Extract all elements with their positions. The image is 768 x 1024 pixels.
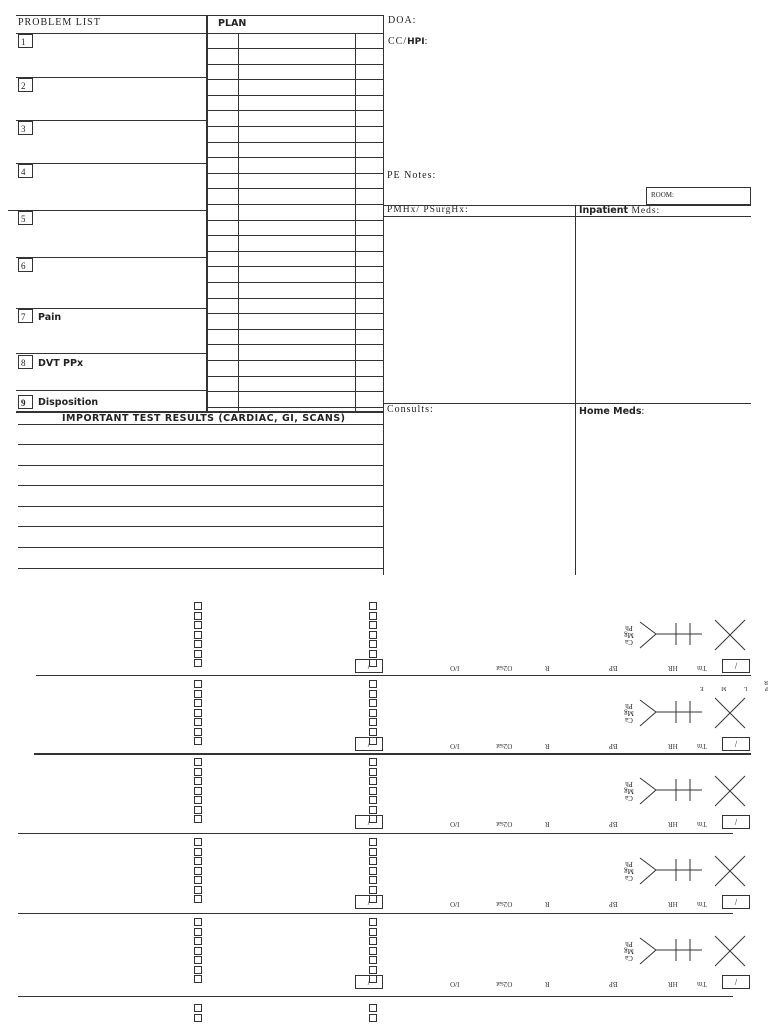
day-separator bbox=[18, 833, 733, 834]
lab-label: Ph bbox=[625, 940, 633, 948]
stray-letters: P L M E R bbox=[691, 679, 768, 691]
vitals-label-tm: Tm bbox=[697, 664, 707, 672]
lab-fishbone-diagram bbox=[636, 696, 751, 736]
plan-col-line-2 bbox=[355, 33, 356, 411]
problem-number-box: 9 bbox=[18, 395, 33, 409]
problem-label-dvt: DVT PPx bbox=[38, 358, 84, 369]
pmhx-header-line bbox=[384, 216, 751, 217]
slash-box[interactable]: / bbox=[355, 659, 383, 673]
checkbox[interactable] bbox=[194, 680, 202, 688]
lab-label: Ca bbox=[625, 638, 633, 646]
test-results-line bbox=[18, 465, 383, 466]
vitals-label-r: R bbox=[545, 900, 550, 908]
slash-box[interactable]: / bbox=[722, 659, 750, 673]
checkbox[interactable] bbox=[369, 966, 377, 974]
plan-row-line bbox=[207, 344, 384, 345]
vitals-label-hr: HR bbox=[668, 980, 678, 988]
plan-row-line bbox=[207, 407, 384, 408]
plan-header: PLAN bbox=[218, 18, 247, 29]
plan-row-line bbox=[207, 48, 384, 49]
checkbox[interactable] bbox=[194, 612, 202, 620]
checkbox[interactable] bbox=[369, 640, 377, 648]
lab-labels bbox=[622, 702, 636, 723]
problem-label-disposition: Disposition bbox=[38, 397, 99, 408]
checkbox[interactable] bbox=[194, 956, 202, 964]
plan-row-line bbox=[207, 235, 384, 236]
lab-label: Ca bbox=[625, 716, 633, 724]
lab-label: Ca bbox=[625, 874, 633, 882]
checkbox[interactable] bbox=[194, 876, 202, 884]
slash-box[interactable]: / bbox=[355, 975, 383, 989]
vitals-label-tm: Tm bbox=[697, 900, 707, 908]
day-separator bbox=[18, 996, 733, 997]
slash-box[interactable]: / bbox=[355, 895, 383, 909]
vitals-label-r: R bbox=[545, 820, 550, 828]
checkbox[interactable] bbox=[369, 768, 377, 776]
plan-row-line bbox=[207, 110, 384, 111]
plan-row-line bbox=[207, 298, 384, 299]
checkbox[interactable] bbox=[194, 737, 202, 745]
test-results-line bbox=[18, 485, 383, 486]
lab-label: Ph bbox=[625, 780, 633, 788]
plan-row-line bbox=[207, 95, 384, 96]
vitals-label-bp: BP bbox=[609, 820, 618, 828]
lab-fishbone-diagram bbox=[636, 934, 751, 974]
problem-separator bbox=[8, 210, 206, 211]
problem-list-header: PROBLEM LIST bbox=[18, 17, 101, 28]
checkbox[interactable] bbox=[194, 796, 202, 804]
vitals-label-hr: HR bbox=[668, 742, 678, 750]
pe-notes-label: PE Notes: bbox=[387, 170, 437, 181]
checkbox[interactable] bbox=[369, 796, 377, 804]
vitals-label-r: R bbox=[545, 980, 550, 988]
problem-separator bbox=[16, 257, 206, 258]
problem-separator bbox=[16, 390, 206, 391]
checkbox[interactable] bbox=[369, 918, 377, 926]
checkbox[interactable] bbox=[194, 947, 202, 955]
checkbox[interactable] bbox=[194, 928, 202, 936]
pmhx-label: PMHx/ PSurgHx: bbox=[387, 205, 469, 215]
plan-row-line bbox=[207, 266, 384, 267]
plan-row-line bbox=[207, 142, 384, 143]
vitals-label-io: I/O bbox=[450, 820, 460, 828]
problem-number-box: 3 bbox=[18, 121, 33, 135]
checkbox[interactable] bbox=[194, 838, 202, 846]
checkbox[interactable] bbox=[369, 947, 377, 955]
problem-separator bbox=[16, 353, 206, 354]
checkbox[interactable] bbox=[369, 1014, 377, 1022]
test-results-line bbox=[18, 506, 383, 507]
checkbox[interactable] bbox=[369, 867, 377, 875]
pmhx-top-line bbox=[384, 205, 751, 206]
checkbox[interactable] bbox=[194, 777, 202, 785]
checkbox[interactable] bbox=[194, 728, 202, 736]
vitals-label-tm: Tm bbox=[697, 820, 707, 828]
consults-top-line bbox=[384, 403, 751, 404]
plan-row-line bbox=[207, 376, 384, 377]
plan-row-line bbox=[207, 173, 384, 174]
checkbox[interactable] bbox=[369, 886, 377, 894]
lab-fishbone-diagram bbox=[636, 618, 751, 658]
cc-hpi-label: CC/HPI: bbox=[388, 36, 429, 47]
lab-label: Mg bbox=[624, 867, 634, 875]
problem-number-box: 7 bbox=[18, 309, 33, 323]
test-results-header: IMPORTANT TEST RESULTS (CARDIAC, GI, SCANS) bbox=[62, 413, 346, 424]
vitals-label-bp: BP bbox=[609, 664, 618, 672]
checkbox[interactable] bbox=[194, 602, 202, 610]
vitals-label-o2sat: O2sat bbox=[496, 980, 513, 988]
plan-row-line bbox=[207, 126, 384, 127]
vitals-label-tm: Tm bbox=[697, 980, 707, 988]
test-results-line bbox=[18, 526, 383, 527]
test-results-line bbox=[18, 424, 383, 425]
inpatient-meds-label: Inpatient Meds: bbox=[579, 205, 661, 216]
checkbox[interactable] bbox=[369, 650, 377, 658]
checkbox[interactable] bbox=[194, 699, 202, 707]
checkbox[interactable] bbox=[369, 777, 377, 785]
plan-row-line bbox=[207, 282, 384, 283]
lab-label: Ph bbox=[625, 860, 633, 868]
room-label: ROOM: bbox=[651, 191, 674, 199]
problem-number-box: 6 bbox=[18, 258, 33, 272]
checkbox[interactable] bbox=[194, 640, 202, 648]
checkbox[interactable] bbox=[369, 699, 377, 707]
lab-label: Ca bbox=[625, 794, 633, 802]
problem-number-box: 2 bbox=[18, 78, 33, 92]
checkbox[interactable] bbox=[369, 718, 377, 726]
checkbox[interactable] bbox=[194, 709, 202, 717]
vitals-label-o2sat: O2sat bbox=[496, 664, 513, 672]
day-separator bbox=[36, 675, 751, 676]
problem-number-box: 5 bbox=[18, 211, 33, 225]
vitals-label-hr: HR bbox=[668, 820, 678, 828]
checkbox[interactable] bbox=[369, 787, 377, 795]
checkbox[interactable] bbox=[369, 838, 377, 846]
lab-fishbone-diagram bbox=[636, 854, 751, 894]
consults-label: Consults: bbox=[387, 404, 434, 415]
checkbox[interactable] bbox=[369, 1004, 377, 1012]
slash-box[interactable]: / bbox=[722, 737, 750, 751]
vitals-label-o2sat: O2sat bbox=[496, 900, 513, 908]
checkbox[interactable] bbox=[369, 602, 377, 610]
checkbox[interactable] bbox=[194, 867, 202, 875]
checkbox[interactable] bbox=[369, 806, 377, 814]
vitals-label-bp: BP bbox=[609, 900, 618, 908]
checkbox[interactable] bbox=[194, 650, 202, 658]
day-separator bbox=[34, 753, 751, 755]
checkbox[interactable] bbox=[369, 612, 377, 620]
checkbox[interactable] bbox=[369, 728, 377, 736]
plan-bottom-line bbox=[16, 411, 384, 413]
day-separator bbox=[18, 913, 733, 914]
meds-vertical-divider bbox=[575, 205, 576, 575]
home-meds-label: Home Meds: bbox=[579, 406, 646, 417]
lab-label: Ca bbox=[625, 954, 633, 962]
vitals-label-o2sat: O2sat bbox=[496, 820, 513, 828]
checkbox[interactable] bbox=[369, 621, 377, 629]
vitals-label-o2sat: O2sat bbox=[496, 742, 513, 750]
problem-number-box: 4 bbox=[18, 164, 33, 178]
plan-row-line bbox=[207, 79, 384, 80]
main-vertical-divider bbox=[383, 15, 384, 575]
test-results-line bbox=[18, 444, 383, 445]
plan-row-line bbox=[207, 64, 384, 65]
vitals-label-io: I/O bbox=[450, 664, 460, 672]
vitals-label-r: R bbox=[545, 742, 550, 750]
checkbox[interactable] bbox=[194, 659, 202, 667]
plan-row-line bbox=[207, 313, 384, 314]
lab-label: Mg bbox=[624, 631, 634, 639]
slash-box[interactable]: / bbox=[722, 975, 750, 989]
lab-label: Ph bbox=[625, 624, 633, 632]
checkbox[interactable] bbox=[194, 895, 202, 903]
problem-separator bbox=[16, 308, 206, 309]
plan-row-line bbox=[207, 360, 384, 361]
lab-labels bbox=[622, 624, 636, 645]
checkbox[interactable] bbox=[369, 709, 377, 717]
plan-row-line bbox=[207, 251, 384, 252]
plan-row-line bbox=[207, 220, 384, 221]
slash-box[interactable]: / bbox=[355, 737, 383, 751]
vitals-label-io: I/O bbox=[450, 980, 460, 988]
checkbox[interactable] bbox=[194, 937, 202, 945]
problem-number-box: 8 bbox=[18, 355, 33, 369]
problem-separator bbox=[16, 163, 206, 164]
checkbox[interactable] bbox=[194, 787, 202, 795]
room-box[interactable] bbox=[646, 187, 751, 205]
checkbox[interactable] bbox=[194, 1014, 202, 1022]
plan-col-line-1 bbox=[238, 33, 239, 411]
problem-separator bbox=[16, 120, 206, 121]
vitals-label-bp: BP bbox=[609, 742, 618, 750]
vitals-label-io: I/O bbox=[450, 900, 460, 908]
vitals-label-r: R bbox=[545, 664, 550, 672]
lab-label: Mg bbox=[624, 947, 634, 955]
checkbox[interactable] bbox=[369, 690, 377, 698]
test-results-line bbox=[18, 568, 383, 569]
checkbox[interactable] bbox=[194, 621, 202, 629]
checkbox[interactable] bbox=[369, 680, 377, 688]
vitals-label-tm: Tm bbox=[697, 742, 707, 750]
checkbox[interactable] bbox=[194, 918, 202, 926]
lab-label: Mg bbox=[624, 709, 634, 717]
checkbox[interactable] bbox=[194, 966, 202, 974]
lab-label: Ph bbox=[625, 702, 633, 710]
checkbox[interactable] bbox=[194, 631, 202, 639]
problem-separator bbox=[16, 77, 206, 78]
checkbox[interactable] bbox=[369, 956, 377, 964]
checkbox[interactable] bbox=[194, 886, 202, 894]
lab-labels bbox=[622, 860, 636, 881]
checkbox[interactable] bbox=[369, 848, 377, 856]
vitals-label-hr: HR bbox=[668, 664, 678, 672]
checkbox[interactable] bbox=[194, 718, 202, 726]
plan-row-line bbox=[207, 204, 384, 205]
lab-labels bbox=[622, 940, 636, 961]
lab-fishbone-diagram bbox=[636, 774, 751, 814]
checkbox[interactable] bbox=[369, 857, 377, 865]
checkbox[interactable] bbox=[194, 1004, 202, 1012]
problem-plan-divider bbox=[206, 15, 208, 411]
doa-label: DOA: bbox=[388, 15, 417, 26]
plan-row-line bbox=[207, 329, 384, 330]
checkbox[interactable] bbox=[369, 758, 377, 766]
checkbox[interactable] bbox=[194, 848, 202, 856]
problem-number-box: 1 bbox=[18, 34, 33, 48]
checkbox[interactable] bbox=[194, 975, 202, 983]
checkbox[interactable] bbox=[369, 928, 377, 936]
vitals-label-io: I/O bbox=[450, 742, 460, 750]
vitals-label-hr: HR bbox=[668, 900, 678, 908]
lab-labels bbox=[622, 780, 636, 801]
header-underline bbox=[16, 33, 384, 34]
slash-box[interactable]: / bbox=[355, 815, 383, 829]
test-results-line bbox=[18, 547, 383, 548]
lab-label: Mg bbox=[624, 787, 634, 795]
checkbox[interactable] bbox=[194, 768, 202, 776]
checkbox[interactable] bbox=[194, 857, 202, 865]
checkbox[interactable] bbox=[369, 937, 377, 945]
checkbox[interactable] bbox=[194, 815, 202, 823]
plan-row-line bbox=[207, 157, 384, 158]
checkbox[interactable] bbox=[194, 690, 202, 698]
top-border bbox=[16, 15, 384, 16]
slash-box[interactable]: / bbox=[722, 895, 750, 909]
vitals-label-bp: BP bbox=[609, 980, 618, 988]
checkbox[interactable] bbox=[194, 806, 202, 814]
checkbox[interactable] bbox=[369, 631, 377, 639]
problem-label-pain: Pain bbox=[38, 312, 62, 323]
plan-row-line bbox=[207, 188, 384, 189]
slash-box[interactable]: / bbox=[722, 815, 750, 829]
checkbox[interactable] bbox=[369, 876, 377, 884]
plan-row-line bbox=[207, 391, 384, 392]
checkbox[interactable] bbox=[194, 758, 202, 766]
